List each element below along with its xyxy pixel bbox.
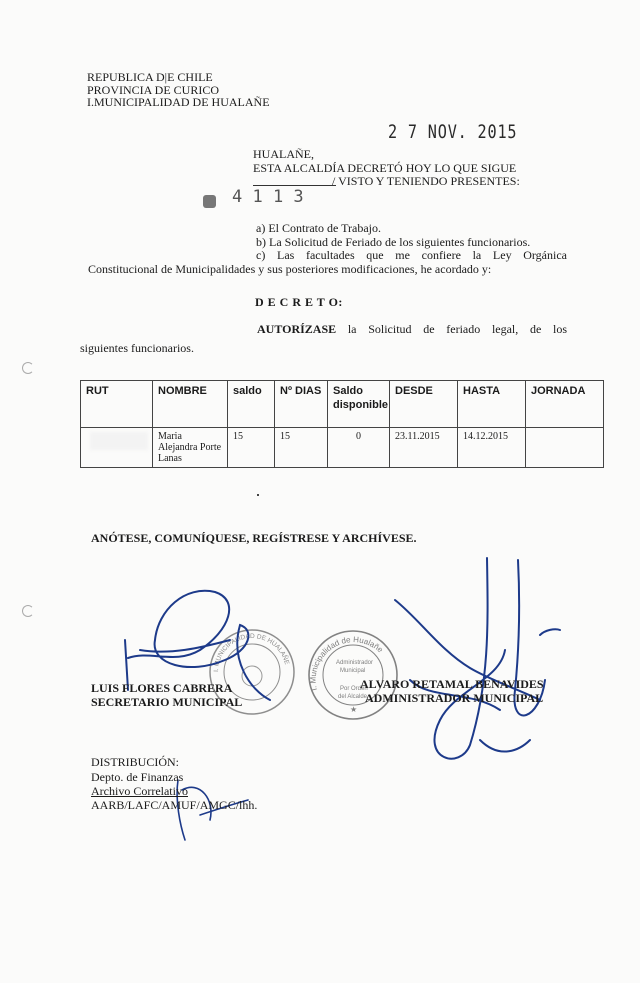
consideration-c-cont: Constitucional de Municipalidades y sus posteriores modificaciones, he acordado y: [88,262,492,276]
header-country: REPUBLICA D|E CHILE [87,70,213,84]
cell-jornada [526,428,604,468]
right-seal-inner-3: Por Orden [340,686,368,692]
distribution-item-archivo: Archivo Correlativo [91,784,188,798]
consideration-c: c) Las facultades que me confiere la Ley Orgánica [256,248,567,262]
decree-number-blank [253,185,336,186]
autorizase-line [257,322,567,336]
stamp-mark-icon [203,195,216,208]
decree-number-stamp: 4 1 1 3 [232,187,304,207]
right-seal-ring-text: I. Municipalidad de Hualañe [308,635,385,692]
cell-hasta: 14.12.2015 [458,428,526,468]
left-seal-text: I. MUNICIPALIDAD DE HUALAÑE [212,632,291,673]
header-municipality: I.MUNICIPALIDAD DE HUALAÑE [87,95,270,109]
consideration-a: a) El Contrato de Trabajo. [256,221,381,235]
col-disponible: Saldo disponible [328,381,390,428]
cell-dias: 15 [275,428,328,468]
date-stamp: 2 7 NOV. 2015 [388,121,518,143]
consideration-b: b) La Solicitud de Feriado de los siguientes funcionarios. [256,235,531,249]
col-rut: RUT [81,381,153,428]
autorizase-keyword: AUTORÍZASE [257,322,337,336]
col-saldo: saldo [228,381,275,428]
stray-dot [257,494,259,496]
decree-intro-line: ESTA ALCALDÍA DECRETÓ HOY LO QUE SIGUE [253,161,517,175]
right-signature-icon [395,558,560,759]
col-jornada: JORNADA [526,381,604,428]
redacted-rut [90,432,148,450]
right-seal-icon [309,631,397,719]
right-seal-inner-2: Municipal [340,668,366,674]
header-province: PROVINCIA DE CURICO [87,82,220,97]
punch-hole-icon [22,362,34,374]
right-seal-inner-4: del Alcalde [338,694,368,700]
visto-line: / VISTO Y TENIENDO PRESENTES: [332,174,520,188]
autorizase-text: la Solicitud de feriado legal, de los [347,322,568,336]
closing-formula: ANÓTESE, COMUNÍQUESE, REGÍSTRESE Y ARCHÍVESE. [91,531,417,545]
vacation-table [80,380,604,468]
col-desde: DESDE [390,381,458,428]
punch-hole-icon [22,605,34,617]
place-line: HUALAÑE, [253,147,314,161]
right-signatory-title: ADMINISTRADOR MUNICIPAL [365,691,544,705]
distribution-initials: AARB/LAFC/AMUF/AMGC/lhh. [91,798,258,812]
right-signatory-name: ALVARO RETAMAL BENAVIDES [360,677,544,691]
cell-desde: 23.11.2015 [390,428,458,468]
autorizase-cont: siguientes funcionarios. [80,341,194,355]
left-signatory-name: LUIS FLORES CABRERA [91,681,233,695]
table-row [81,428,604,468]
cell-nombre: Maria Alejandra Porte Lanas [153,428,228,468]
distribution-title: DISTRIBUCIÓN: [91,755,180,769]
left-signatory-title: SECRETARIO MUNICIPAL [91,695,243,709]
col-nombre: NOMBRE [153,381,228,428]
right-seal-inner-1: Administrador [336,660,374,666]
table-header-row [81,381,604,428]
distribution-item-finanzas: Depto. de Finanzas [91,770,184,784]
col-hasta: HASTA [458,381,526,428]
col-dias: Nº DIAS [275,381,328,428]
svg-text:★: ★ [350,705,358,714]
cell-saldo: 15 [228,428,275,468]
decree-title: D E C R E T O: [255,295,343,309]
cell-disponible: 0 [328,428,390,468]
municipality-header [87,71,270,109]
